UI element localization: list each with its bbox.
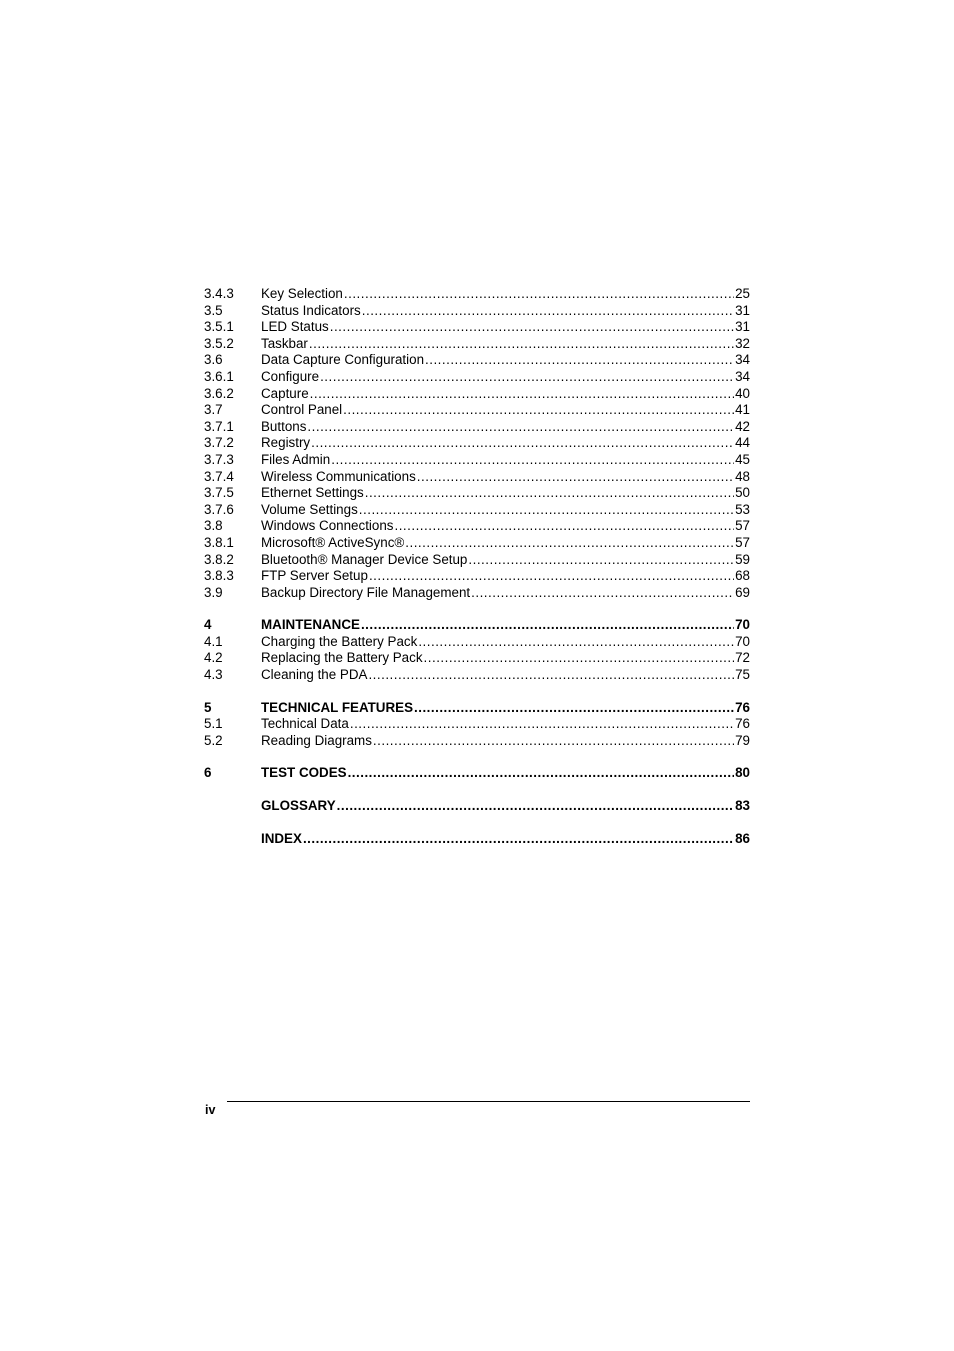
toc-entry-page: 68 [735,568,750,584]
toc-entry-title: Microsoft® ActiveSync® [261,534,405,550]
toc-entry-page: 41 [735,402,750,418]
toc-leader-dots [394,518,734,535]
toc-entry-page: 42 [735,418,750,434]
toc-leader-dots [471,585,734,602]
toc-entry-number: 4 [204,617,212,633]
toc-entry-title: Key Selection [261,286,343,301]
toc-entry[interactable] [204,585,750,602]
toc-entry[interactable] [204,667,750,684]
toc-entry[interactable] [204,733,750,750]
toc-entry-page: 53 [735,501,750,517]
toc-entry[interactable] [204,452,750,469]
toc-entry-title: Cleaning the PDA [261,667,368,683]
toc-entry-title: Data Capture Configuration [261,352,425,368]
toc-entry-number: 3.5 [204,302,223,318]
toc-entry[interactable] [204,617,750,634]
toc-leader-dots [303,831,734,848]
toc-entry[interactable] [204,435,750,452]
toc-entry-page: 57 [735,518,750,534]
toc-entry-number: 6 [204,765,212,781]
toc-entry-page: 48 [735,468,750,484]
toc-entry-page: 69 [735,584,750,600]
toc-entry[interactable] [204,352,750,369]
toc-entry[interactable] [204,386,750,403]
toc-entry-title: Status Indicators [261,302,361,318]
toc-entry[interactable] [204,650,750,667]
toc-entry[interactable] [204,336,750,353]
toc-leader-dots [320,369,734,386]
toc-entry-number: 3.7.2 [204,435,234,451]
toc-entry-number: 4.2 [204,650,223,666]
toc-entry-title: GLOSSARY [261,798,336,814]
toc-entry[interactable] [204,634,750,651]
toc-entry[interactable] [204,485,750,502]
toc-entry-number: 3.7.1 [204,418,234,434]
toc-entry-number: 5.2 [204,732,223,748]
toc-entry-page: 34 [735,352,750,368]
toc-entry-page: 31 [735,319,750,335]
toc-entry-title: Configure [261,368,320,384]
toc-entry-number: 3.7.6 [204,501,234,517]
toc-entry-page: 34 [735,368,750,384]
toc-entry-page: 79 [735,732,750,748]
toc-entry-number: 4.1 [204,633,223,649]
toc-entry-number: 3.8.2 [204,551,234,567]
toc-entry-title: TEST CODES [261,765,347,781]
toc-entry[interactable] [204,552,750,569]
toc-entry-title: Taskbar [261,335,308,351]
toc-entry-title: Bluetooth® Manager Device Setup [261,551,468,567]
toc-entry-title: Control Panel [261,402,343,418]
toc-entry-page: 50 [735,485,750,501]
toc-entry-number: 3.5.2 [204,335,234,351]
toc-entry-page: 32 [735,335,750,351]
toc-leader-dots [343,402,734,419]
toc-entry-title: TECHNICAL FEATURES [261,699,414,715]
toc-entry-number: 3.8.3 [204,568,234,584]
toc-leader-dots [362,303,734,320]
toc-leader-dots [424,650,735,667]
toc-entry-number: 3.5.1 [204,319,234,335]
toc-entry-title: Volume Settings [261,501,358,517]
toc-leader-dots [361,617,734,634]
toc-entry[interactable] [204,765,750,782]
toc-entry-number: 3.7.4 [204,468,234,484]
toc-entry-title: Windows Connections [261,518,394,534]
toc-entry[interactable] [204,469,750,486]
toc-entry-page: 76 [735,716,750,732]
toc-entry-page: 44 [735,435,750,451]
toc-leader-dots [307,419,734,436]
toc-entry-title: Reading Diagrams [261,732,372,748]
toc-entry-title: INDEX [261,830,302,846]
toc-entry-number: 3.7.5 [204,485,234,501]
toc-entry[interactable] [204,700,750,717]
toc-leader-dots [330,319,734,336]
toc-entry-title: Replacing the Battery Pack [261,650,423,666]
toc-entry-number: 3.8 [204,518,223,534]
toc-entry-title: LED Status [261,319,329,335]
toc-entry-page: 40 [735,385,750,401]
toc-entry[interactable] [204,716,750,733]
toc-leader-dots [368,667,734,684]
toc-leader-dots [418,634,734,651]
toc-entry-page: 45 [735,451,750,467]
toc-entry[interactable] [204,369,750,386]
toc-entry[interactable] [204,502,750,519]
toc-leader-dots [350,716,734,733]
toc-entry[interactable] [204,798,750,815]
toc-entry-title: Backup Directory File Management [261,584,471,600]
toc-entry-number: 3.7.3 [204,451,234,467]
toc-entry[interactable] [204,419,750,436]
toc-entry-number: 3.8.1 [204,534,234,550]
toc-entry-page: 70 [735,617,750,633]
toc-leader-dots [337,798,734,815]
toc-entry-number: 3.7 [204,402,223,418]
toc-entry-page: 76 [735,699,750,715]
toc-entry-number: 5.1 [204,716,223,732]
toc-entry[interactable] [204,286,750,303]
toc-leader-dots [417,469,734,486]
toc-entry-page: 25 [735,286,750,301]
toc-entry-page: 57 [735,534,750,550]
toc-entry[interactable] [204,518,750,535]
toc-entry-page: 80 [735,765,750,781]
toc-leader-dots [309,336,734,353]
toc-leader-dots [468,552,734,569]
toc-entry-page: 86 [735,830,750,846]
toc-entry-title: MAINTENANCE [261,617,360,633]
footer-page-number: iv [205,1103,216,1117]
toc-entry-page: 70 [735,633,750,649]
toc-entry-title: Registry [261,435,311,451]
toc-entry-title: Charging the Battery Pack [261,633,418,649]
toc-entry-title: Capture [261,385,309,401]
toc-leader-dots [311,435,734,452]
toc-leader-dots [369,568,734,585]
toc-entry-title: FTP Server Setup [261,568,368,584]
toc-entry-title: Buttons [261,418,307,434]
toc-entry-number: 3.6.2 [204,385,234,401]
toc-leader-dots [405,535,734,552]
toc-entry[interactable] [204,568,750,585]
toc-leader-dots [359,502,734,519]
toc-entry-number: 3.6.1 [204,368,234,384]
toc-entry-number: 3.9 [204,584,223,600]
toc-entry-number: 5 [204,699,212,715]
toc-entry-number: 3.6 [204,352,223,368]
toc-leader-dots [344,286,734,303]
toc-leader-dots [310,386,734,403]
toc-entry-number: 3.4.3 [204,286,234,301]
toc-leader-dots [373,733,734,750]
toc-leader-dots [331,452,734,469]
toc-entry-title: Wireless Communications [261,468,416,484]
toc-entry[interactable] [204,402,750,419]
toc-entry-page: 72 [735,650,750,666]
toc-entry[interactable] [204,535,750,552]
toc-entry[interactable] [204,303,750,320]
toc-entry-page: 59 [735,551,750,567]
toc-entry[interactable] [204,319,750,336]
table-of-contents [204,286,750,847]
toc-leader-dots [425,352,734,369]
toc-entry-number: 4.3 [204,667,223,683]
toc-entry-title: Ethernet Settings [261,485,364,501]
toc-entry-page: 75 [735,667,750,683]
toc-entry-page: 83 [735,798,750,814]
footer-rule [227,1101,750,1102]
toc-entry-title: Files Admin [261,451,331,467]
toc-entry[interactable] [204,831,750,848]
toc-leader-dots [414,700,734,717]
toc-leader-dots [365,485,734,502]
toc-entry-page: 31 [735,302,750,318]
toc-entry-title: Technical Data [261,716,349,732]
toc-leader-dots [348,765,735,782]
